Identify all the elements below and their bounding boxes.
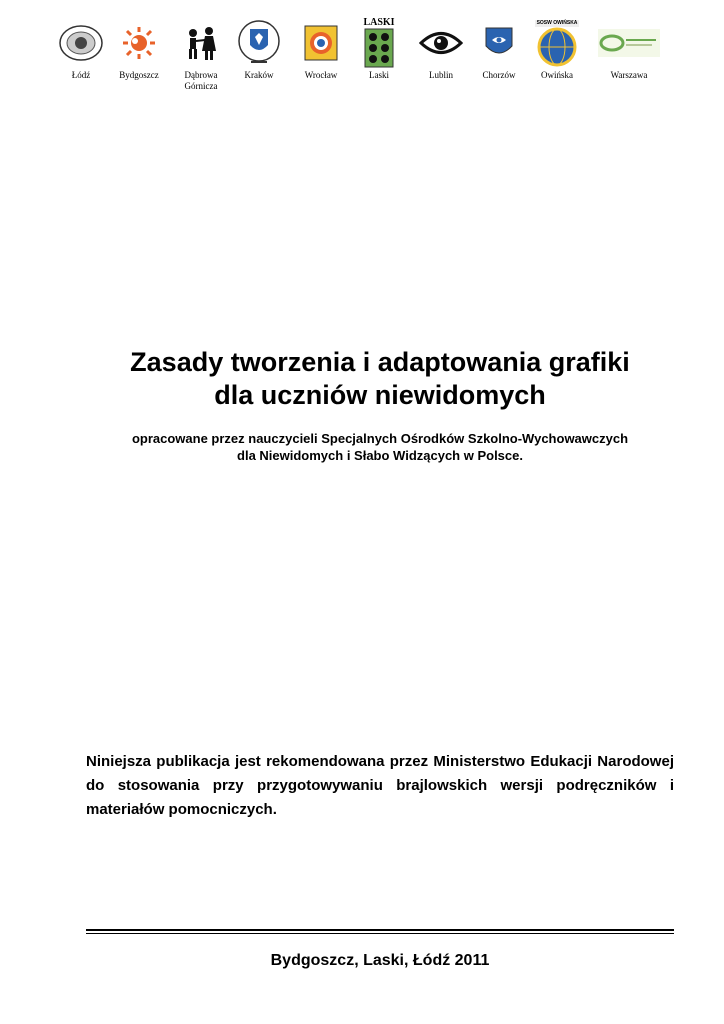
bydgoszcz-sun-icon xyxy=(121,25,157,61)
logo-owinska xyxy=(526,18,588,81)
owinska-globe-icon xyxy=(537,27,577,67)
publication-place-year: Bydgoszcz, Laski, Łódź 2011 xyxy=(270,952,490,969)
city-dabrowa: Dąbrowa Górnicza xyxy=(184,70,218,91)
city-wroclaw: Wrocław xyxy=(304,70,338,80)
subtitle-line-1: opracowane przez nauczycieli Specjalnych Ośrodków Szkolno-Wychowawczych xyxy=(131,431,629,446)
logo-warszawa xyxy=(598,18,660,81)
wroclaw-eye-icon xyxy=(304,25,338,61)
owinska-logo-text: SOSW OWIŃSKA xyxy=(536,19,578,26)
lublin-eye-icon xyxy=(419,26,463,60)
logo-krakow xyxy=(228,18,290,81)
city-chorzow: Chorzów xyxy=(482,70,516,80)
logo-bydgoszcz xyxy=(108,18,170,81)
city-warszawa: Warszawa xyxy=(610,70,648,80)
document-subtitle xyxy=(86,430,674,464)
recommendation-statement: Niniejsza publikacja jest rekomendowana przez Ministerstwo Edukacji Narodowej do stosowania przy przygotowywaniu brajlowskich wersji podręczników i materiałów pomocniczych. xyxy=(86,753,674,818)
laski-logo-text: LASKI xyxy=(363,17,395,28)
city-krakow: Kraków xyxy=(244,70,274,80)
title-line-2: dla uczniów niewidomych xyxy=(214,380,546,410)
chorzow-shield-icon xyxy=(484,26,514,60)
logo-dabrowa xyxy=(170,18,232,92)
document-title xyxy=(86,346,674,412)
subtitle-line-2: dla Niewidomych i Słabo Widzących w Polsce. xyxy=(237,448,523,463)
lodz-emblem-icon xyxy=(58,23,104,63)
logo-wroclaw xyxy=(290,18,352,81)
city-laski: Laski xyxy=(369,70,389,80)
school-logos-row xyxy=(50,18,680,98)
logo-lublin xyxy=(410,18,472,81)
city-lodz: Łódź xyxy=(71,70,91,80)
logo-lodz xyxy=(50,18,112,81)
city-lublin: Lublin xyxy=(429,70,453,80)
braille-cell-icon xyxy=(364,28,394,68)
city-owinska: Owińska xyxy=(541,70,573,80)
krakow-shield-icon xyxy=(237,19,281,67)
footer-divider-thick xyxy=(86,929,674,931)
title-line-1: Zasady tworzenia i adaptowania grafiki xyxy=(130,347,630,377)
children-figures-icon xyxy=(181,25,221,61)
footer-divider-thin xyxy=(86,933,674,934)
city-bydgoszcz: Bydgoszcz xyxy=(119,70,159,80)
logo-laski xyxy=(348,18,410,81)
logo-chorzow xyxy=(468,18,530,81)
warszawa-logo-icon xyxy=(598,29,660,57)
